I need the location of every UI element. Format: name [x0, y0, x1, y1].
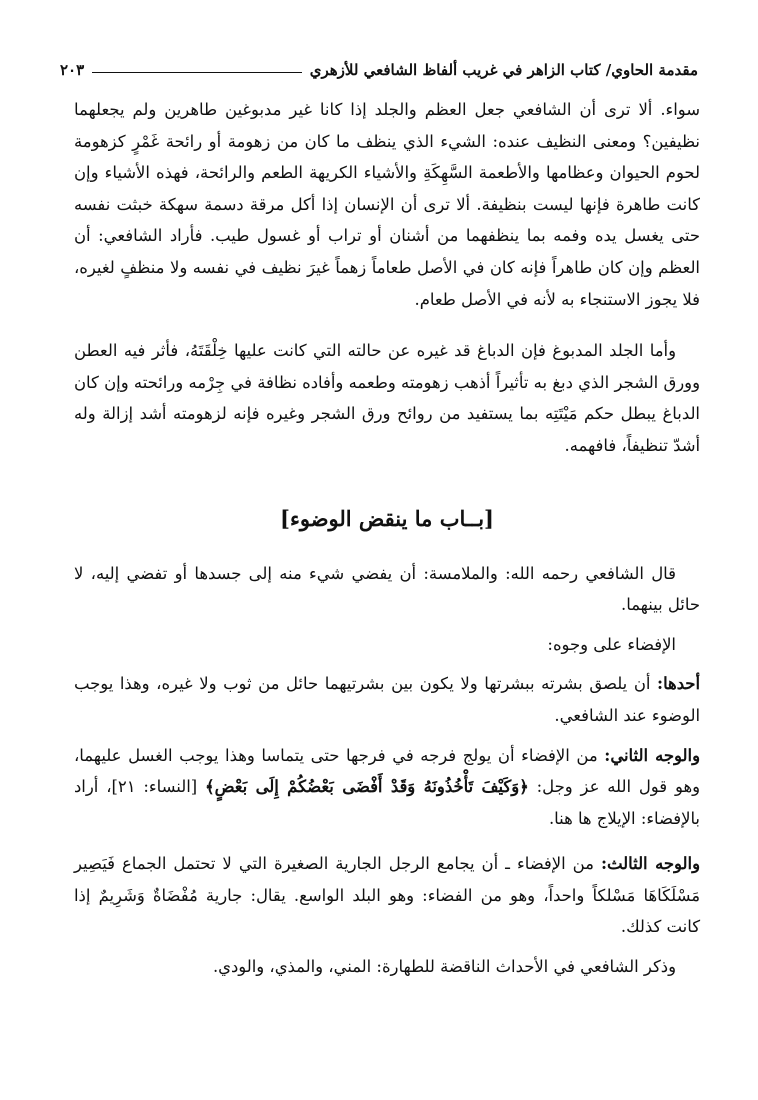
section-paragraph-5 [74, 848, 700, 943]
paragraph-2: وأما الجلد المدبوغ فإن الدباغ قد غيره عن حالته التي كانت عليها خِلْقَتَهُ، فأثر فيه العطن وورق الشجر الذي دبغ به تأثيراً أذهب زهومته وطعمه وأفاده نظافة في جِرْمه ورائحته وإن كان الدباغ يبطل حكم مَيْتَتِه بما يستفيد من روائح ورق الشجر وغيره فإنه لزهومته أشد إزالة وله أشدّ تنظيفاً، فافهمه. [74, 341, 700, 455]
aspect-2-tail: [النساء: ٢١]، أراد بالإفضاء: الإيلاج ها هنا. [74, 777, 700, 828]
page-number: ٢٠٣ [60, 61, 85, 79]
section-paragraph-1: قال الشافعي رحمه الله: والملامسة: أن يفضي شيء منه إلى جسدها أو تفضي إليه، لا حائل بينهما. [74, 563, 700, 615]
section-paragraph-3 [74, 668, 700, 731]
paragraph-1: سواء. ألا ترى أن الشافعي جعل العظم والجلد إذا كانا غير مدبوغين طاهرين ولم يجعلهما نظيفين؟ ومعنى النظيف عنده: الشيء الذي ينظف ما كان من زهومة أو رائحة غَمْرٍ كزهومة لحوم الحيوان وعظامها والأطعمة السَّهِكَةِ والأشياء الكريهة الطعم والرائحة، فهذه الأشياء وإن كانت طاهرة فإنها ليست بنظيفة. ألا ترى أن الإنسان إذا أكل مرقة دسمة سهكة خبثت نفسه حتى يغسل يده وفمه بما ينظفهما من أشنان أو تراب أو غسول طيب. فأراد الشافعي: أن العظم وإن كان طاهراً فإنه كان في الأصل طعاماً زهماً غيرَ نظيف في نفسه ولا منظفٍ لغيره، فلا يجوز الاستنجاء به لأنه في الأصل طعام. [74, 100, 700, 309]
aspect-1-text: أن يلصق بشرته ببشرتها ولا يكون بين بشرتيهما حائل من ثوب ولا غيره، وهذا يوجب الوضوء عند الشافعي. [74, 674, 700, 725]
aspect-3-label: والوجه الثالث: [600, 854, 700, 874]
quran-verse: ﴿وَكَيْفَ تَأْخُذُونَهُ وَقَدْ أَفْضَى بَعْضُكُمْ إِلَى بَعْضٍ﴾ [205, 777, 529, 797]
aspect-2-text: من الإفضاء أن يولج فرجه في فرجها حتى يتماسا وهذا يوجب الغسل عليهما، وهو قول الله عز وجل: [74, 745, 701, 797]
aspect-3-text: من الإفضاء ـ أن يجامع الرجل الجارية الصغيرة التي لا تحتمل الجماع فَيَصِير مَسْلَكَاهَا مَسْلكاً واحداً، وهو من الفضاء: وهو البلد الواسع. يقال: جارية مُفْضَاةٌ وَشَرِيمٌ إذا كانت كذلك. [74, 854, 700, 937]
chapter-heading: [بــاب ما ينقض الوضوء] [280, 505, 494, 531]
section-paragraph-4 [74, 740, 700, 835]
aspect-2-label: والوجه الثاني: [604, 745, 700, 765]
aspect-1-label: أحدها: [657, 674, 700, 694]
running-header [60, 56, 698, 84]
header-rule [92, 72, 302, 73]
page-body [74, 94, 700, 983]
header-title: مقدمة الحاوي/ كتاب الزاهر في غريب ألفاظ الشافعي للأزهري [309, 61, 698, 79]
section-paragraph-2: الإفضاء على وجوه: [547, 634, 676, 654]
section-paragraph-6: وذكر الشافعي في الأحداث الناقضة للطهارة: المني، والمذي، والودي. [212, 957, 676, 977]
